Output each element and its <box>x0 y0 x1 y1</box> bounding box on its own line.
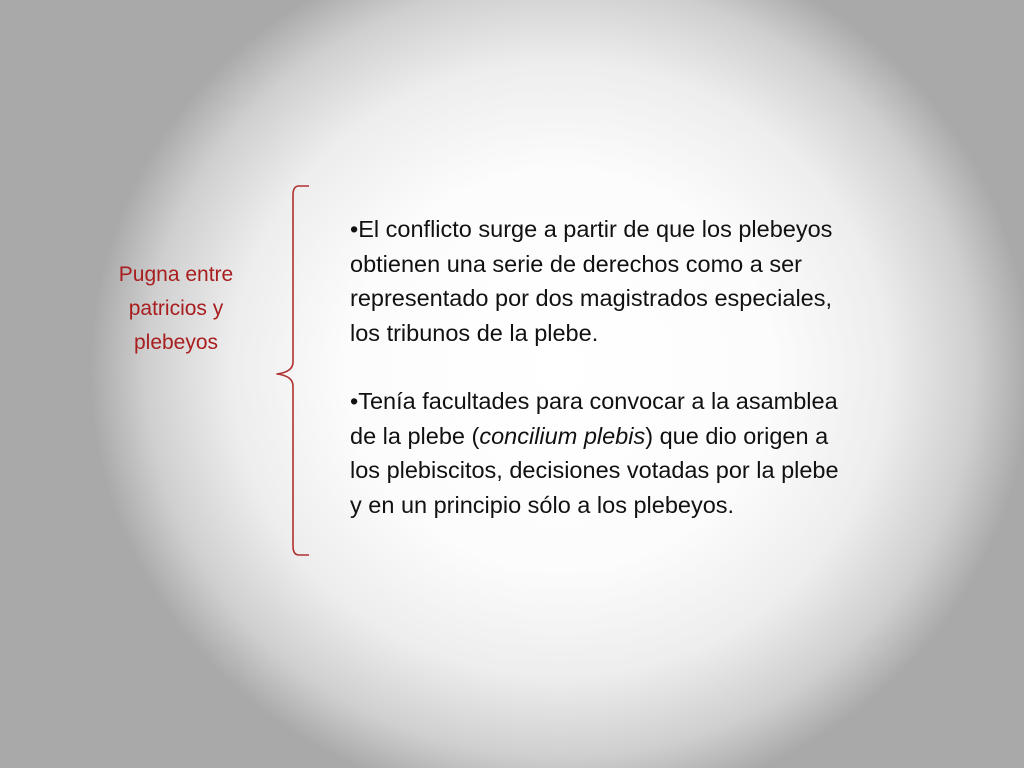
bullet-item <box>350 384 910 522</box>
bullet-text-segment: ) que dio origen a <box>645 422 829 449</box>
bullet-text-line <box>350 419 910 454</box>
topic-title-line: plebeyos <box>133 331 219 354</box>
bullet-text-line: •El conflicto surge a partir de que los plebeyos <box>350 216 833 242</box>
bullet-text-line: y en un principio sólo a los plebeyos. <box>350 491 735 518</box>
bullet-text-line: •Tenía facultades para convocar a la asamblea <box>350 388 838 414</box>
bullet-text-line: obtienen una serie de derechos como a ser <box>350 250 803 277</box>
bullet-text-line: representado por dos magistrados especiales, <box>350 285 833 311</box>
bullet-text-line: los plebiscitos, decisiones votadas por la plebe <box>350 457 839 483</box>
topic-title-line: Pugna entre <box>118 263 234 286</box>
bullet-text-segment: de la plebe ( <box>350 422 480 449</box>
bullet-item <box>350 212 910 350</box>
topic-title-line: patricios y <box>128 297 224 320</box>
latin-term: concilium plebis <box>479 422 646 449</box>
bullet-list <box>350 212 910 556</box>
bullet-text-line: los tribunos de la plebe. <box>350 319 599 346</box>
topic-title <box>88 258 264 360</box>
